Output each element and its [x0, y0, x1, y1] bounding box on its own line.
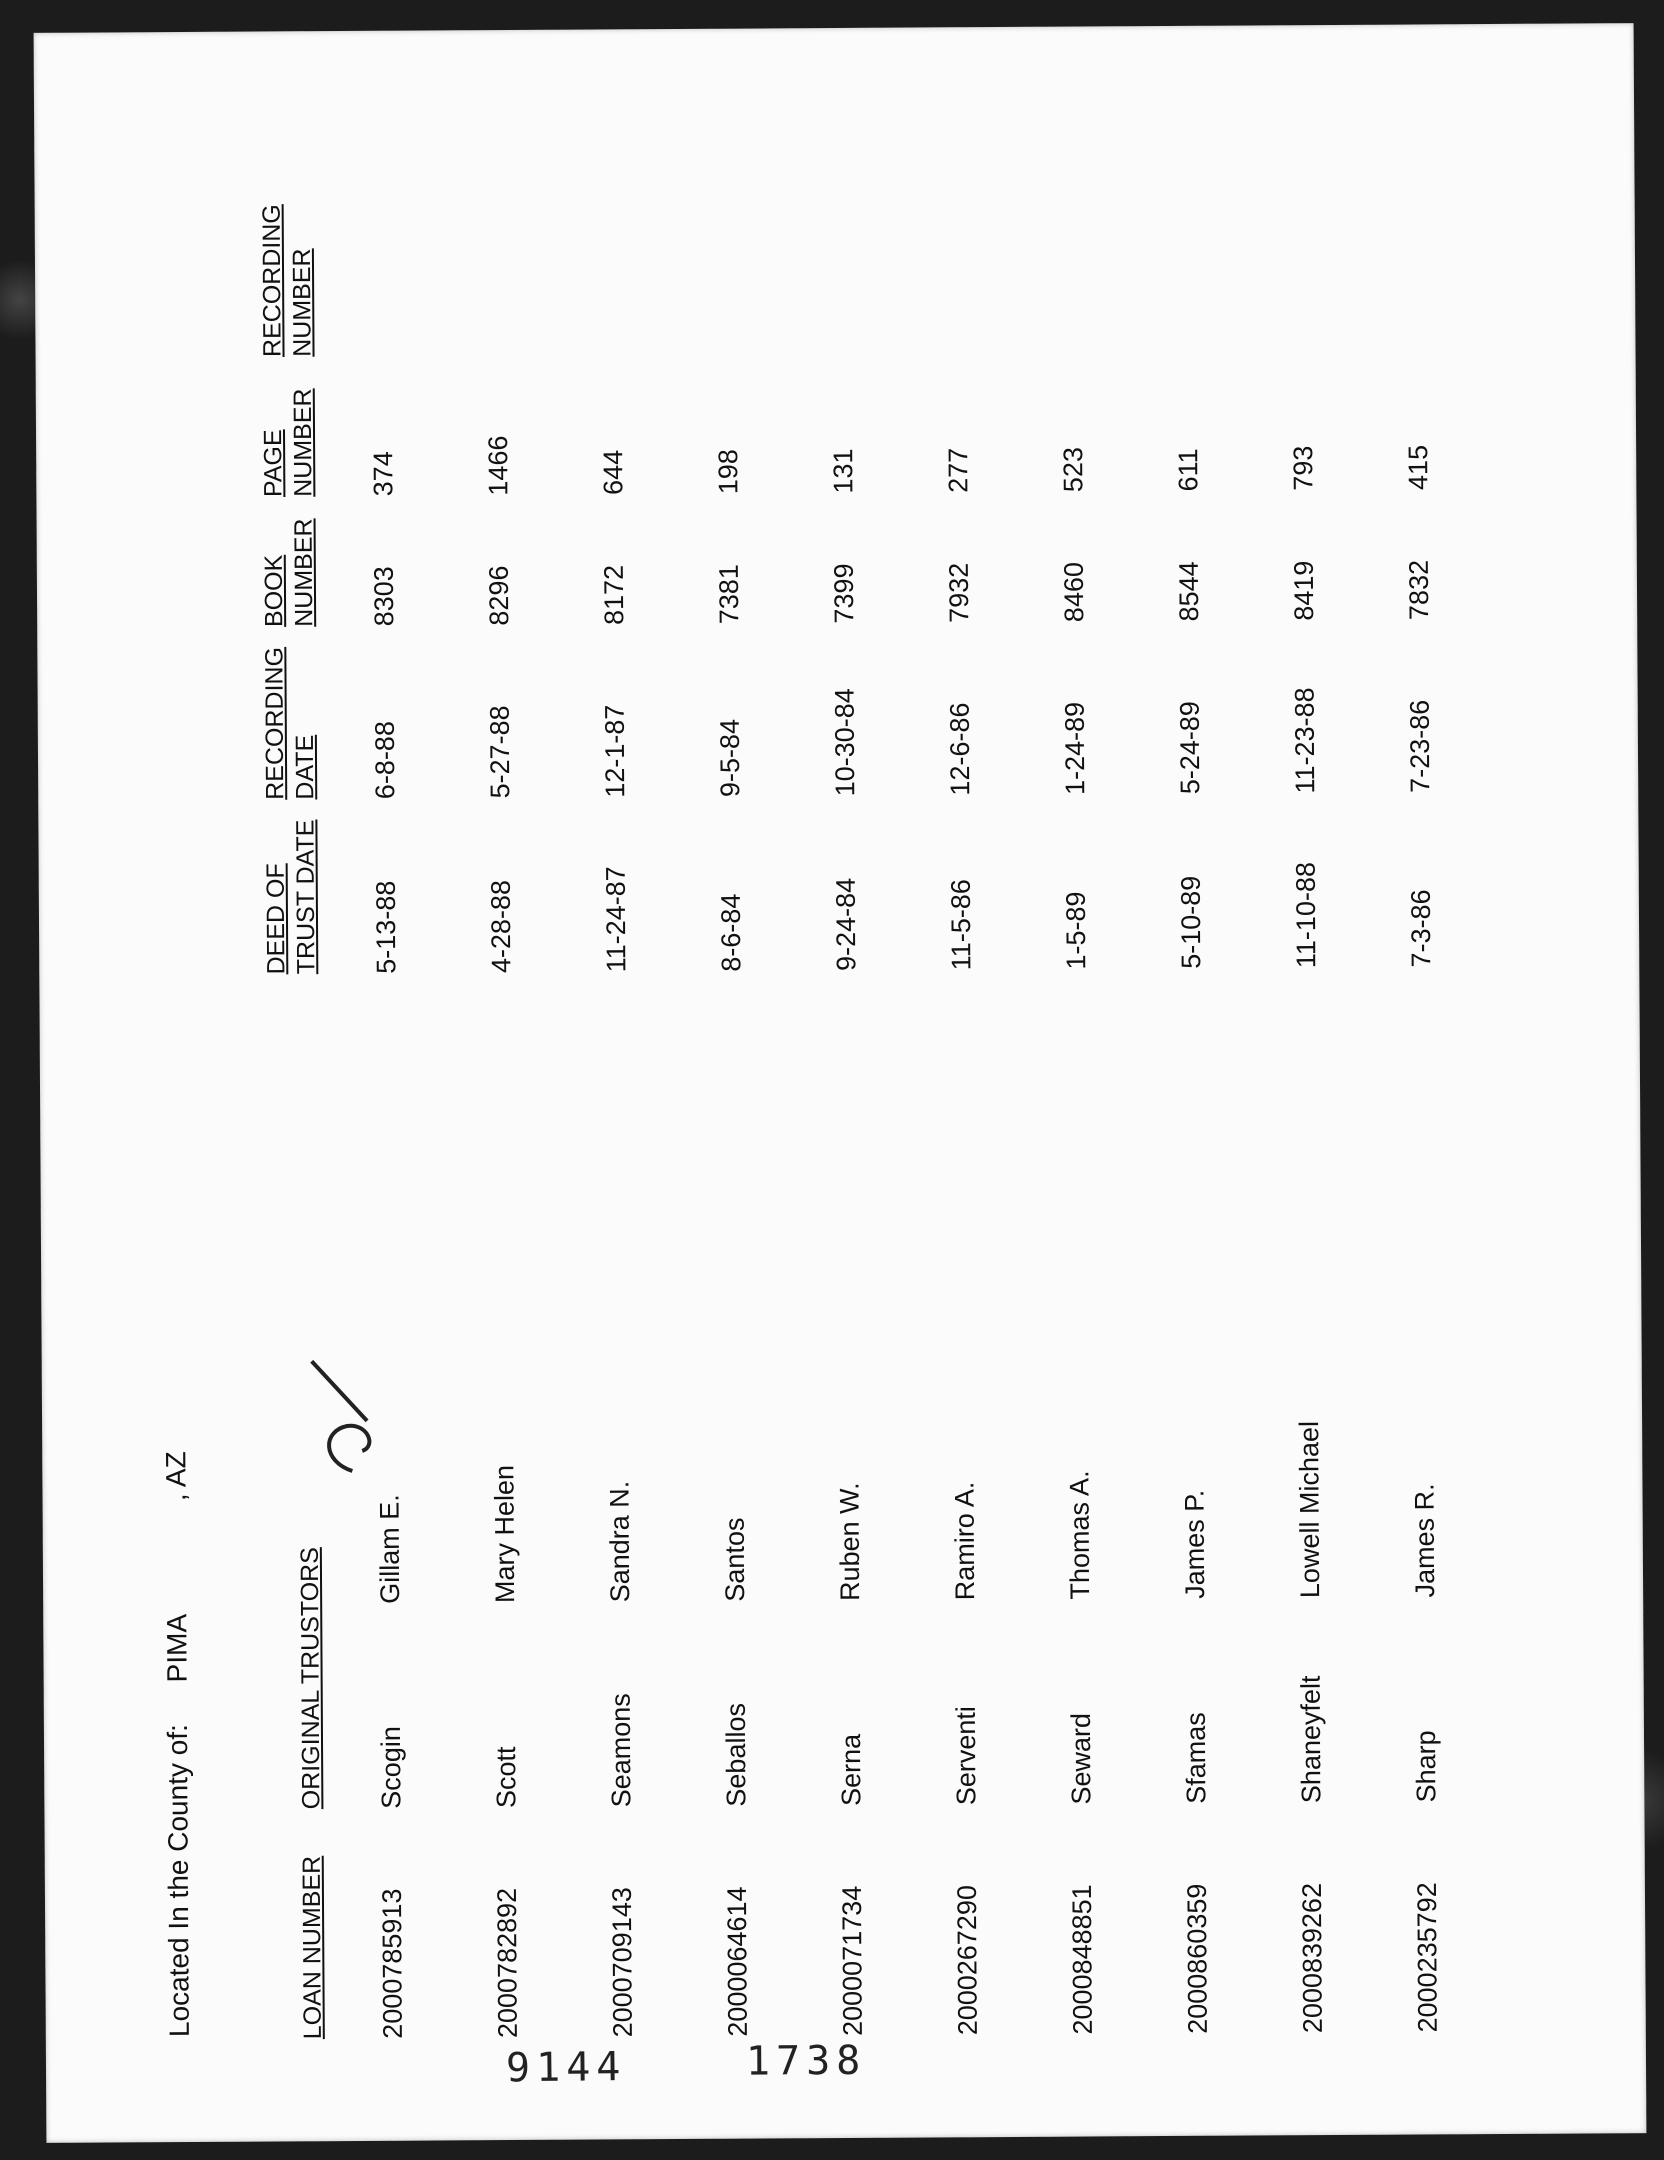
deed-date-cell: 5-10-89: [1175, 875, 1207, 969]
page-number-cell: 415: [1403, 444, 1434, 491]
trustor-first-name-cell: Thomas A.: [1064, 1470, 1096, 1600]
recording-number-cell: [1130, 188, 1246, 361]
table-row: [1130, 188, 1256, 2044]
book-number-cell: 7381: [713, 564, 745, 625]
document-page: [34, 23, 1647, 2143]
recording-number-cell: [785, 190, 901, 363]
header-recno-line-1: RECORDING: [257, 204, 287, 358]
deed-date-cell: 11-10-88: [1290, 861, 1322, 969]
deed-date-cell: 9-24-84: [830, 877, 862, 972]
table-row: [1360, 187, 1486, 2043]
recording-number-cell: [670, 191, 786, 364]
recording-date-cell: 12-6-86: [944, 702, 976, 796]
recording-date-cell: 9-5-84: [714, 718, 746, 798]
header-book-line-1: BOOK: [259, 554, 289, 628]
header-page-line-1: PAGE: [258, 429, 288, 498]
recording-date-cell: 1-24-89: [1059, 701, 1091, 796]
county-name: PIMA: [161, 1613, 193, 1683]
page-number-cell: 277: [943, 447, 974, 493]
trustor-last-name-cell: Serventi: [950, 1706, 982, 1806]
deed-date-cell: 8-6-84: [715, 893, 747, 972]
header-deed-line-2: TRUST DATE: [291, 819, 321, 975]
recording-date-cell: 12-1-87: [599, 704, 631, 798]
book-number-cell: 8172: [598, 564, 630, 626]
header-recdate-line-1: RECORDING: [260, 646, 290, 800]
page-number-cell: 1466: [483, 435, 514, 496]
page-number-cell: 611: [1173, 448, 1204, 492]
table-row: [670, 191, 796, 2047]
deed-date-cell: 11-5-86: [945, 879, 977, 971]
handwritten-code: 9144: [505, 2043, 627, 2092]
trustor-last-name-cell: Scott: [491, 1746, 522, 1809]
book-number-cell: 8303: [368, 566, 400, 627]
table-header-row: [185, 194, 336, 2050]
trustor-first-name-cell: Ramiro A.: [949, 1481, 981, 1601]
recording-date-cell: 11-23-88: [1289, 687, 1321, 794]
header-page-line-2: NUMBER: [288, 388, 318, 497]
book-number-cell: 8544: [1173, 561, 1205, 622]
header-book-number: [186, 507, 327, 638]
table-row: [440, 192, 566, 2048]
trustor-first-name-cell: James P.: [1179, 1489, 1211, 1599]
trustor-last-name-cell: Sharp: [1410, 1730, 1442, 1803]
table-row: [1245, 188, 1371, 2044]
loan-number-cell: 2000782892: [491, 1887, 523, 2039]
page-number-cell: 131: [828, 448, 859, 494]
trustor-last-name-cell: Serna: [835, 1733, 867, 1807]
trustor-first-name-cell: Gillam E.: [374, 1494, 406, 1604]
trustor-first-name-cell: Santos: [719, 1517, 751, 1602]
header-recording-number: [185, 194, 326, 368]
loan-number-cell: 2000860359: [1181, 1883, 1213, 2034]
header-recdate-line-2: DATE: [290, 734, 320, 800]
page-number-cell: 644: [598, 449, 629, 496]
header-loan-number: LOAN NUMBER: [297, 1855, 327, 2040]
trustor-last-name-cell: Seward: [1065, 1712, 1097, 1805]
recording-date-cell: 10-30-84: [829, 688, 861, 797]
header-recno-line-2: NUMBER: [287, 248, 317, 357]
recording-number-cell: [325, 193, 441, 366]
recording-date-cell: 5-24-89: [1174, 701, 1206, 795]
table-row: [555, 192, 681, 2048]
book-number-cell: 8296: [483, 565, 515, 626]
header-deed-line-1: DEED OF: [261, 863, 291, 975]
loan-number-cell: 2000839262: [1296, 1882, 1328, 2034]
book-number-cell: 8460: [1058, 561, 1090, 623]
county-label: Located In the County of:: [161, 1724, 195, 2038]
handwritten-number: 1738: [745, 2037, 867, 2085]
table-row: [325, 193, 451, 2049]
page-number-cell: 374: [368, 451, 399, 497]
trustor-last-name-cell: Seballos: [720, 1702, 752, 1807]
trustor-first-name-cell: Mary Helen: [489, 1464, 521, 1604]
loan-number-cell: 2000071734: [836, 1885, 868, 2037]
table-row: [900, 190, 1026, 2046]
page-number-cell: 523: [1058, 446, 1089, 493]
loan-number-cell: 2000064614: [721, 1886, 753, 2037]
rotated-content: [34, 23, 1647, 2143]
trustor-last-name-cell: Sfamas: [1180, 1712, 1212, 1804]
loan-number-cell: 2000848851: [1066, 1884, 1098, 2035]
loan-table: [185, 187, 1486, 2050]
header-book-line-2: NUMBER: [289, 518, 319, 627]
book-number-cell: 7399: [828, 563, 860, 624]
recording-number-cell: [555, 192, 671, 365]
trustor-last-name-cell: Shaneyfelt: [1295, 1675, 1327, 1804]
recording-number-cell: [440, 192, 556, 365]
header-deed-of-trust-date: [188, 809, 329, 984]
recording-date-cell: 7-23-86: [1404, 699, 1436, 793]
loan-number-cell: 2000267290: [951, 1884, 983, 2036]
deed-date-cell: 4-28-88: [485, 879, 517, 974]
deed-date-cell: 7-3-86: [1405, 889, 1437, 968]
table-row: [785, 190, 911, 2046]
trustor-last-name-cell: Seamons: [605, 1693, 637, 1808]
header-original-trustors: ORIGINAL TRUSTORS: [295, 1547, 326, 1810]
recording-number-cell: [1015, 189, 1131, 362]
trustor-last-name-cell: Scogin: [375, 1726, 407, 1809]
header-page-number: [186, 367, 327, 508]
book-number-cell: 8419: [1288, 560, 1320, 621]
deed-date-cell: 11-24-87: [600, 866, 632, 973]
header-recording-date: [187, 637, 328, 811]
recording-date-cell: 5-27-88: [484, 705, 516, 799]
book-number-cell: 7832: [1403, 559, 1435, 621]
state-name: , AZ: [160, 1451, 192, 1502]
recording-number-cell: [1360, 187, 1476, 360]
recording-date-cell: 6-8-88: [369, 720, 401, 800]
loan-number-cell: 2000709143: [606, 1887, 638, 2038]
deed-date-cell: 5-13-88: [370, 880, 402, 974]
trustor-first-name-cell: James R.: [1409, 1483, 1441, 1598]
trustor-first-name-cell: Lowell Michael: [1294, 1420, 1326, 1599]
recording-number-cell: [900, 190, 1016, 363]
trustor-first-name-cell: Sandra N.: [604, 1480, 636, 1603]
deed-date-cell: 1-5-89: [1060, 891, 1092, 970]
table-row: [1015, 189, 1141, 2045]
book-number-cell: 7932: [943, 562, 975, 623]
recording-number-cell: [1245, 188, 1361, 361]
page-number-cell: 793: [1288, 445, 1319, 491]
loan-number-cell: 2000785913: [376, 1888, 408, 2039]
page-number-cell: 198: [713, 449, 744, 495]
trustor-first-name-cell: Ruben W.: [834, 1482, 866, 1602]
loan-number-cell: 2000235792: [1411, 1882, 1443, 2033]
county-header: [160, 1451, 196, 2037]
